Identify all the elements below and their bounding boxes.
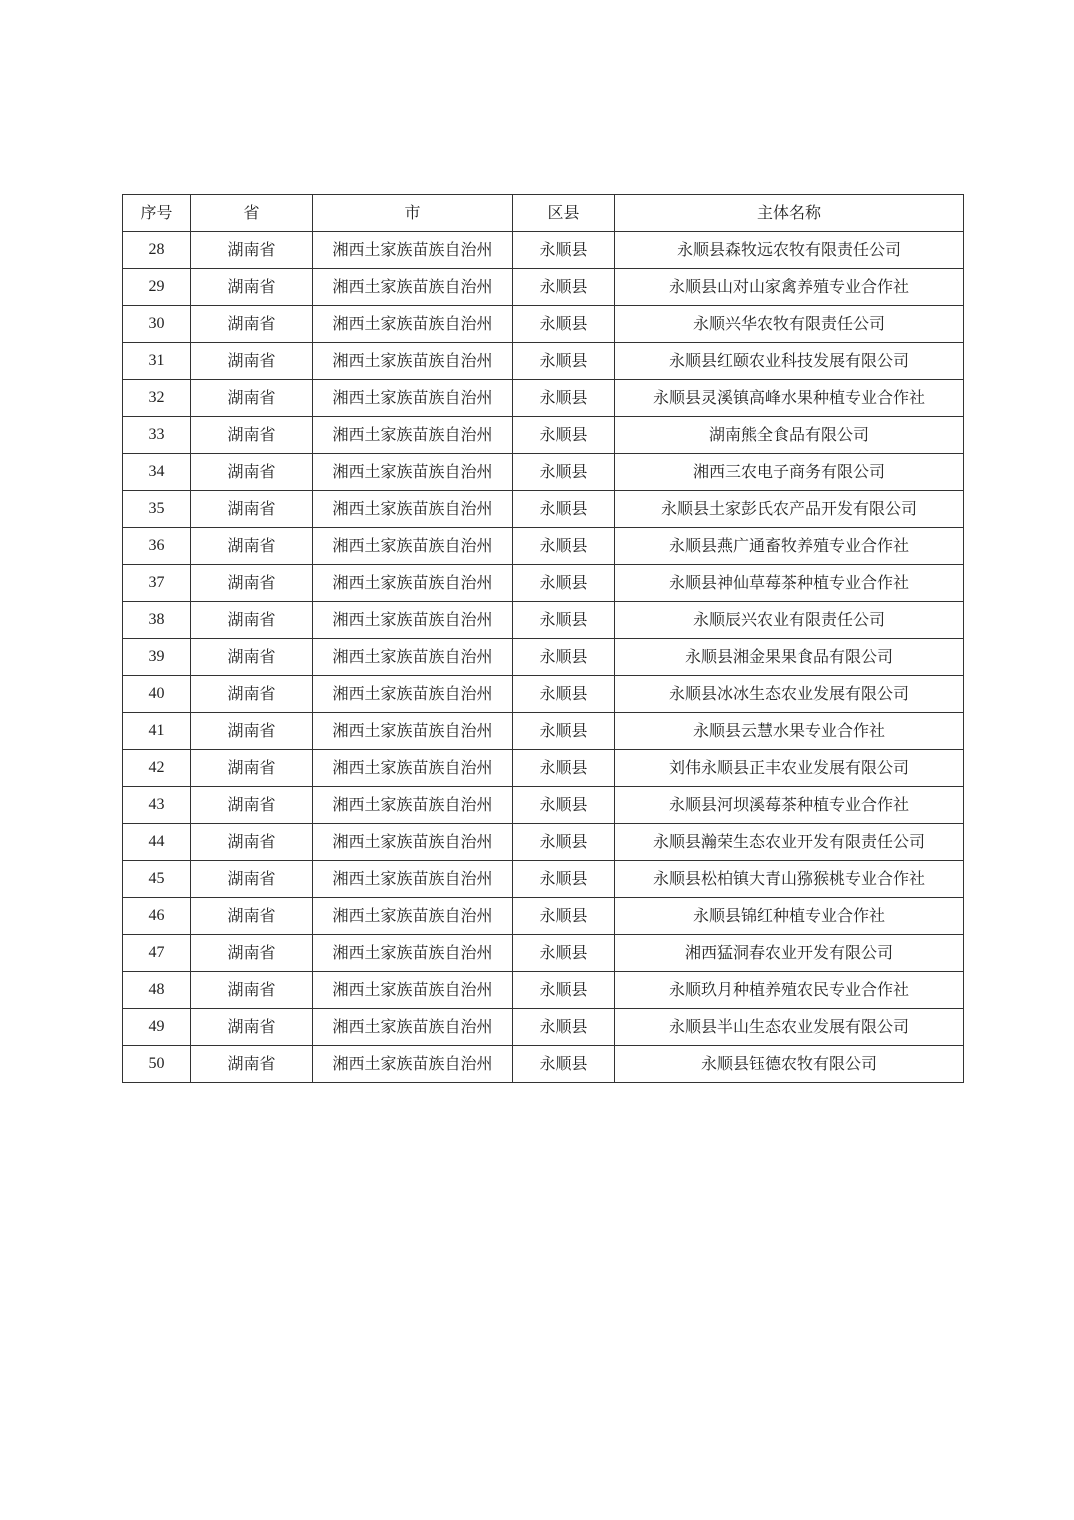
- header-entity-name: 主体名称: [615, 195, 964, 232]
- cell-county: 永顺县: [513, 454, 615, 491]
- cell-city: 湘西土家族苗族自治州: [313, 750, 513, 787]
- header-county: 区县: [513, 195, 615, 232]
- cell-serial-number: 36: [123, 528, 191, 565]
- cell-city: 湘西土家族苗族自治州: [313, 787, 513, 824]
- cell-city: 湘西土家族苗族自治州: [313, 417, 513, 454]
- table-row: [123, 824, 964, 861]
- header-row: [123, 195, 964, 232]
- cell-county: 永顺县: [513, 750, 615, 787]
- cell-county: 永顺县: [513, 306, 615, 343]
- cell-city: 湘西土家族苗族自治州: [313, 824, 513, 861]
- cell-entity-name: 永顺县山对山家禽养殖专业合作社: [615, 269, 964, 306]
- table-row: [123, 713, 964, 750]
- cell-entity-name: 湖南熊全食品有限公司: [615, 417, 964, 454]
- cell-province: 湖南省: [191, 491, 313, 528]
- cell-serial-number: 49: [123, 1009, 191, 1046]
- cell-province: 湖南省: [191, 306, 313, 343]
- cell-entity-name: 永顺兴华农牧有限责任公司: [615, 306, 964, 343]
- cell-province: 湖南省: [191, 454, 313, 491]
- cell-entity-name: 永顺县燕广通畜牧养殖专业合作社: [615, 528, 964, 565]
- header-city: 市: [313, 195, 513, 232]
- table-row: [123, 676, 964, 713]
- cell-serial-number: 44: [123, 824, 191, 861]
- cell-entity-name: 永顺县土家彭氏农产品开发有限公司: [615, 491, 964, 528]
- cell-city: 湘西土家族苗族自治州: [313, 269, 513, 306]
- cell-serial-number: 45: [123, 861, 191, 898]
- cell-province: 湖南省: [191, 1009, 313, 1046]
- cell-entity-name: 永顺县半山生态农业发展有限公司: [615, 1009, 964, 1046]
- cell-county: 永顺县: [513, 602, 615, 639]
- cell-county: 永顺县: [513, 898, 615, 935]
- cell-province: 湖南省: [191, 676, 313, 713]
- table-row: [123, 602, 964, 639]
- table-row: [123, 750, 964, 787]
- cell-county: 永顺县: [513, 972, 615, 1009]
- cell-city: 湘西土家族苗族自治州: [313, 454, 513, 491]
- table-row: [123, 787, 964, 824]
- cell-entity-name: 永顺县森牧远农牧有限责任公司: [615, 232, 964, 269]
- table-row: [123, 380, 964, 417]
- table-row: [123, 417, 964, 454]
- cell-county: 永顺县: [513, 491, 615, 528]
- cell-serial-number: 31: [123, 343, 191, 380]
- cell-province: 湖南省: [191, 565, 313, 602]
- cell-city: 湘西土家族苗族自治州: [313, 565, 513, 602]
- cell-entity-name: 永顺县瀚荣生态农业开发有限责任公司: [615, 824, 964, 861]
- cell-city: 湘西土家族苗族自治州: [313, 972, 513, 1009]
- header-province: 省: [191, 195, 313, 232]
- entity-table: [122, 194, 964, 1083]
- cell-province: 湖南省: [191, 417, 313, 454]
- cell-county: 永顺县: [513, 713, 615, 750]
- table-body: [123, 232, 964, 1083]
- cell-city: 湘西土家族苗族自治州: [313, 639, 513, 676]
- cell-county: 永顺县: [513, 676, 615, 713]
- table-row: [123, 269, 964, 306]
- cell-entity-name: 湘西猛洞春农业开发有限公司: [615, 935, 964, 972]
- cell-county: 永顺县: [513, 1046, 615, 1083]
- cell-serial-number: 29: [123, 269, 191, 306]
- cell-serial-number: 46: [123, 898, 191, 935]
- cell-province: 湖南省: [191, 1046, 313, 1083]
- table-row: [123, 935, 964, 972]
- cell-entity-name: 永顺县钰德农牧有限公司: [615, 1046, 964, 1083]
- table-row: [123, 491, 964, 528]
- cell-serial-number: 30: [123, 306, 191, 343]
- cell-city: 湘西土家族苗族自治州: [313, 861, 513, 898]
- cell-serial-number: 43: [123, 787, 191, 824]
- cell-serial-number: 35: [123, 491, 191, 528]
- cell-province: 湖南省: [191, 972, 313, 1009]
- cell-serial-number: 38: [123, 602, 191, 639]
- cell-city: 湘西土家族苗族自治州: [313, 713, 513, 750]
- cell-city: 湘西土家族苗族自治州: [313, 898, 513, 935]
- cell-province: 湖南省: [191, 898, 313, 935]
- cell-county: 永顺县: [513, 380, 615, 417]
- cell-city: 湘西土家族苗族自治州: [313, 232, 513, 269]
- cell-county: 永顺县: [513, 269, 615, 306]
- cell-serial-number: 48: [123, 972, 191, 1009]
- cell-city: 湘西土家族苗族自治州: [313, 935, 513, 972]
- cell-province: 湖南省: [191, 343, 313, 380]
- cell-entity-name: 永顺县湘金果果食品有限公司: [615, 639, 964, 676]
- cell-county: 永顺县: [513, 343, 615, 380]
- table-row: [123, 454, 964, 491]
- table-row: [123, 861, 964, 898]
- cell-serial-number: 28: [123, 232, 191, 269]
- cell-entity-name: 永顺县锦红种植专业合作社: [615, 898, 964, 935]
- cell-province: 湖南省: [191, 380, 313, 417]
- cell-serial-number: 42: [123, 750, 191, 787]
- cell-county: 永顺县: [513, 417, 615, 454]
- cell-entity-name: 湘西三农电子商务有限公司: [615, 454, 964, 491]
- cell-county: 永顺县: [513, 861, 615, 898]
- cell-county: 永顺县: [513, 528, 615, 565]
- cell-serial-number: 41: [123, 713, 191, 750]
- cell-entity-name: 永顺县冰冰生态农业发展有限公司: [615, 676, 964, 713]
- cell-city: 湘西土家族苗族自治州: [313, 602, 513, 639]
- cell-entity-name: 永顺辰兴农业有限责任公司: [615, 602, 964, 639]
- cell-entity-name: 永顺县松柏镇大青山猕猴桃专业合作社: [615, 861, 964, 898]
- cell-city: 湘西土家族苗族自治州: [313, 676, 513, 713]
- cell-province: 湖南省: [191, 232, 313, 269]
- header-serial-number: 序号: [123, 195, 191, 232]
- cell-province: 湖南省: [191, 861, 313, 898]
- cell-serial-number: 37: [123, 565, 191, 602]
- cell-entity-name: 永顺县云慧水果专业合作社: [615, 713, 964, 750]
- table-row: [123, 1009, 964, 1046]
- cell-city: 湘西土家族苗族自治州: [313, 528, 513, 565]
- cell-county: 永顺县: [513, 565, 615, 602]
- cell-city: 湘西土家族苗族自治州: [313, 1009, 513, 1046]
- table-row: [123, 639, 964, 676]
- table-row: [123, 306, 964, 343]
- cell-province: 湖南省: [191, 935, 313, 972]
- cell-county: 永顺县: [513, 1009, 615, 1046]
- cell-city: 湘西土家族苗族自治州: [313, 306, 513, 343]
- table-row: [123, 343, 964, 380]
- cell-entity-name: 永顺县红颐农业科技发展有限公司: [615, 343, 964, 380]
- cell-county: 永顺县: [513, 639, 615, 676]
- cell-province: 湖南省: [191, 639, 313, 676]
- cell-city: 湘西土家族苗族自治州: [313, 343, 513, 380]
- cell-serial-number: 47: [123, 935, 191, 972]
- cell-province: 湖南省: [191, 713, 313, 750]
- cell-province: 湖南省: [191, 602, 313, 639]
- cell-serial-number: 40: [123, 676, 191, 713]
- cell-province: 湖南省: [191, 269, 313, 306]
- cell-serial-number: 33: [123, 417, 191, 454]
- table-header: [123, 195, 964, 232]
- cell-entity-name: 永顺县神仙草莓茶种植专业合作社: [615, 565, 964, 602]
- cell-county: 永顺县: [513, 787, 615, 824]
- cell-county: 永顺县: [513, 935, 615, 972]
- table-row: [123, 528, 964, 565]
- table-row: [123, 565, 964, 602]
- cell-entity-name: 刘伟永顺县正丰农业发展有限公司: [615, 750, 964, 787]
- cell-province: 湖南省: [191, 787, 313, 824]
- table-row: [123, 1046, 964, 1083]
- cell-province: 湖南省: [191, 750, 313, 787]
- cell-serial-number: 34: [123, 454, 191, 491]
- cell-city: 湘西土家族苗族自治州: [313, 1046, 513, 1083]
- cell-city: 湘西土家族苗族自治州: [313, 491, 513, 528]
- table-row: [123, 972, 964, 1009]
- cell-serial-number: 39: [123, 639, 191, 676]
- cell-county: 永顺县: [513, 232, 615, 269]
- cell-entity-name: 永顺县河坝溪莓茶种植专业合作社: [615, 787, 964, 824]
- cell-serial-number: 50: [123, 1046, 191, 1083]
- cell-province: 湖南省: [191, 528, 313, 565]
- cell-entity-name: 永顺玖月种植养殖农民专业合作社: [615, 972, 964, 1009]
- table-row: [123, 898, 964, 935]
- cell-province: 湖南省: [191, 824, 313, 861]
- cell-entity-name: 永顺县灵溪镇高峰水果种植专业合作社: [615, 380, 964, 417]
- cell-city: 湘西土家族苗族自治州: [313, 380, 513, 417]
- table-row: [123, 232, 964, 269]
- cell-county: 永顺县: [513, 824, 615, 861]
- cell-serial-number: 32: [123, 380, 191, 417]
